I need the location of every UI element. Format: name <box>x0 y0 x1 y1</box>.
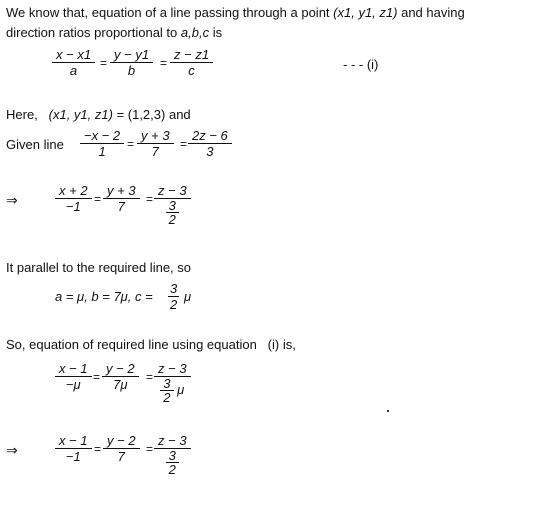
so-text: So, equation of required line using equation <box>6 337 257 352</box>
intro-text-end: and having <box>401 5 465 20</box>
value-a: a = μ, <box>55 289 88 304</box>
here-and: and <box>168 107 191 122</box>
here-label: Here, <box>6 107 38 122</box>
eq2-fraction-x <box>55 361 92 392</box>
given-label: Given line <box>6 137 64 152</box>
denominator: 1 <box>98 144 106 159</box>
denominator: 2 <box>170 297 178 312</box>
implies1-fraction-z <box>154 183 191 226</box>
value-b: b = 7μ, <box>91 289 132 304</box>
nested-numerator: 3 <box>166 449 179 463</box>
denominator: 7 <box>117 449 125 464</box>
equals-sign: = <box>100 56 108 70</box>
intro-line-1 <box>6 5 465 20</box>
denominator: c <box>188 63 195 78</box>
denominator: 7 <box>151 144 159 159</box>
numerator: x − 1 <box>55 361 92 377</box>
intro-line-2 <box>6 25 222 40</box>
ratio-values <box>55 289 153 304</box>
implies-arrow: ⇒ <box>6 442 18 458</box>
implies2-fraction-z <box>154 433 191 476</box>
implies1-fraction-x <box>55 183 92 214</box>
numerator: y − 2 <box>103 433 140 449</box>
equals-sign: = <box>160 56 168 70</box>
denominator: −1 <box>65 199 81 214</box>
eq1-fraction-x <box>52 47 95 78</box>
nested-denominator <box>154 199 191 226</box>
point-tuple: (x1, y1, z1) <box>333 5 398 20</box>
denominator: 3 <box>206 144 214 159</box>
equals-sign: = <box>180 137 188 151</box>
nested-numerator: 3 <box>160 377 173 391</box>
intro-text-2-end: is <box>212 25 223 40</box>
eq1-fraction-z <box>170 47 213 78</box>
denominator: b <box>127 63 136 78</box>
intro-text-2: direction ratios proportional to <box>6 25 178 40</box>
nested-denominator <box>154 449 191 476</box>
equals-sign: = <box>94 192 102 206</box>
here-line <box>6 107 191 122</box>
numerator: 2z − 6 <box>188 128 232 144</box>
so-text-end: is, <box>282 337 296 352</box>
numerator: x − 1 <box>55 433 92 449</box>
intro-text: We know that, equation of a line passing through a point <box>6 5 330 20</box>
point-tuple-here: (x1, y1, z1) <box>48 107 113 122</box>
equals-sign: = <box>146 192 154 206</box>
numerator: y + 3 <box>137 128 174 144</box>
denominator: 7μ <box>113 377 128 392</box>
nested-fraction <box>166 199 179 226</box>
numerator: z − z1 <box>170 47 213 63</box>
c-fraction <box>168 281 179 312</box>
implies2-fraction-x <box>55 433 92 464</box>
eq2-fraction-z <box>154 361 191 404</box>
equals-sign: = <box>93 370 101 384</box>
numerator: y − y1 <box>110 47 153 63</box>
equals-sign: = <box>146 370 154 384</box>
mu-symbol: μ <box>177 381 185 397</box>
equation-label: - - - (i) <box>343 57 379 72</box>
given-fraction-z <box>188 128 232 159</box>
numerator: 3 <box>170 281 178 296</box>
nested-numerator: 3 <box>166 199 179 213</box>
numerator: z − 3 <box>154 361 191 377</box>
value-c: c = <box>135 289 153 304</box>
point-value: = (1,2,3) <box>116 107 166 122</box>
nested-fraction <box>166 449 179 476</box>
stray-dot <box>387 410 389 412</box>
nested-denominator <box>154 377 191 404</box>
denominator: −1 <box>65 449 81 464</box>
implies-arrow: ⇒ <box>6 192 18 208</box>
numerator: x + 2 <box>55 183 92 199</box>
given-fraction-x <box>80 128 124 159</box>
numerator: y + 3 <box>103 183 140 199</box>
eq1-fraction-y <box>110 47 153 78</box>
denominator: a <box>69 63 78 78</box>
denominator: 7 <box>117 199 125 214</box>
nested-fraction <box>160 377 173 404</box>
numerator: x − x1 <box>52 47 95 63</box>
nested-denominator-value: 2 <box>168 462 176 477</box>
numerator: −x − 2 <box>80 128 124 144</box>
mu-symbol: μ <box>184 289 192 304</box>
equals-sign: = <box>146 442 154 456</box>
given-fraction-y <box>137 128 174 159</box>
eq2-fraction-y <box>102 361 139 392</box>
equals-sign: = <box>127 137 135 151</box>
nested-denominator-value: 2 <box>168 212 176 227</box>
numerator: z − 3 <box>154 183 191 199</box>
parallel-text: It parallel to the required line, so <box>6 260 191 275</box>
nested-denominator-value: 2 <box>163 390 171 405</box>
denominator: −μ <box>65 377 81 392</box>
equals-sign: = <box>94 442 102 456</box>
numerator: z − 3 <box>154 433 191 449</box>
so-line <box>6 337 296 352</box>
implies2-fraction-y <box>103 433 140 464</box>
implies1-fraction-y <box>103 183 140 214</box>
direction-ratios: a,b,c <box>180 25 210 40</box>
numerator: y − 2 <box>102 361 139 377</box>
equation-reference: (i) <box>267 337 280 352</box>
